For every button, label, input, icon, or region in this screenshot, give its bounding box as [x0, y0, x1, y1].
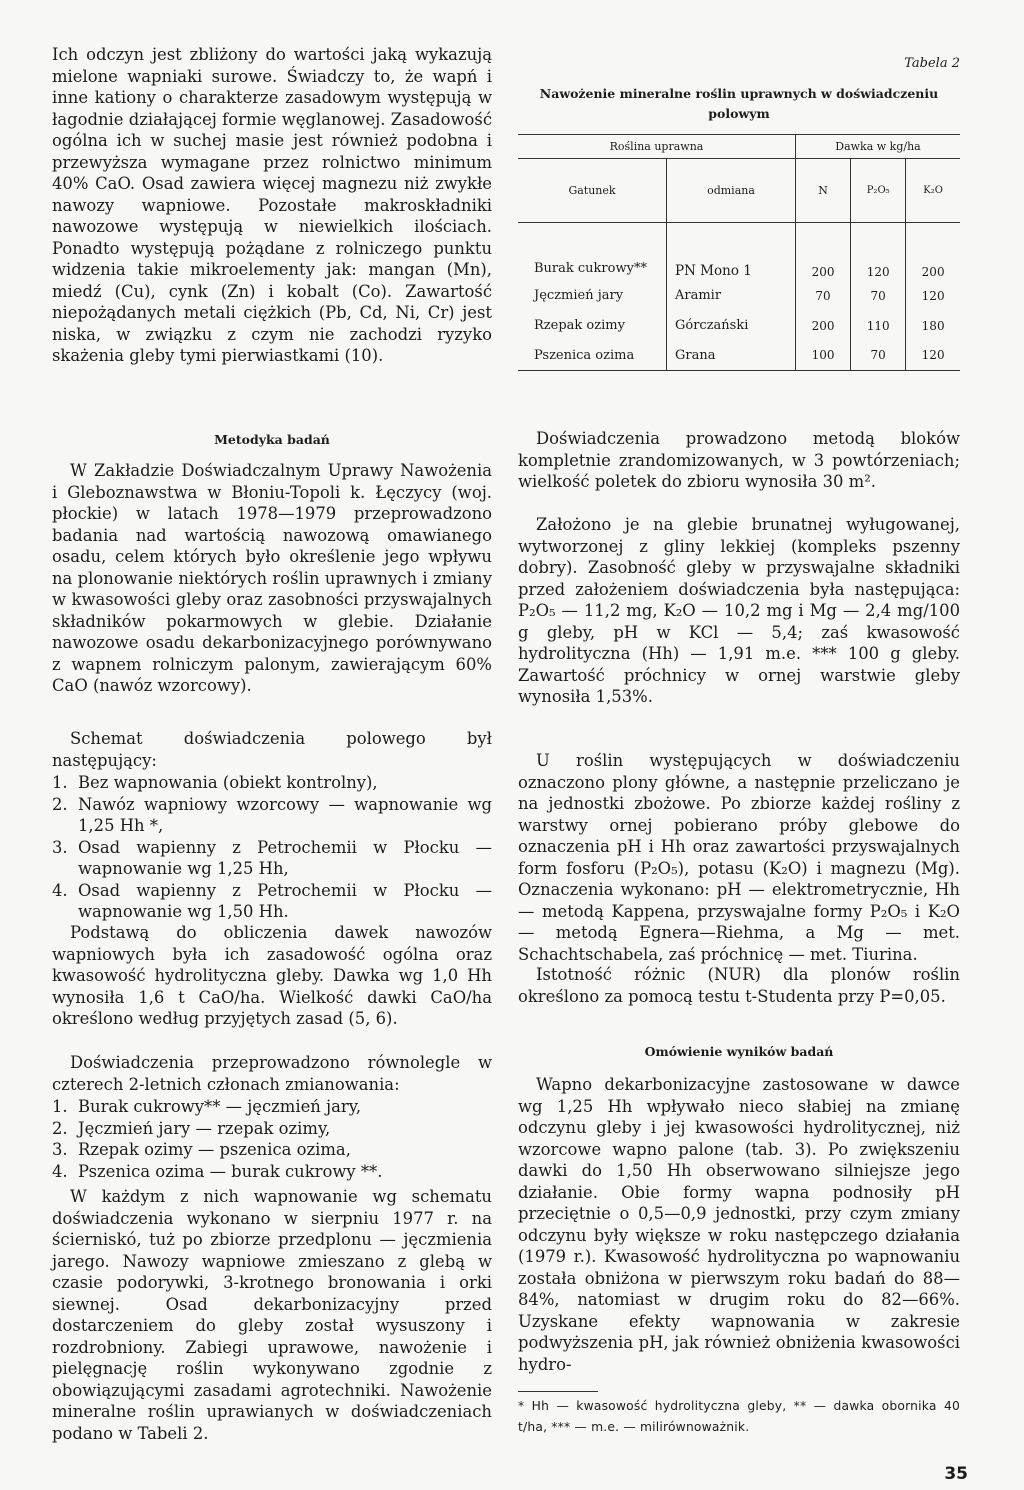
left-column: [52, 0, 492, 1490]
table-row: Jęczmień jary Aramir 70 70 120: [518, 281, 960, 311]
table-row: Pszenica ozima Grana 100 70 120: [518, 341, 960, 371]
paragraph-soil: Założono je na glebie brunatnej wyługowanej, wytworzonej z gliny lekkiej (kompleks pszenny dobry). Zasobność gleby w przyswajalne składniki przed założeniem doświadczenia była następująca: P₂O₅ — 11,2 mg, K₂O — 10,2 mg i Mg — 2,4 mg/100 g gleby, pH w KCl — 5,4; zaś kwasowość hydrolityczna (Hh) — 1,91 m.e. *** 100 g gleby. Zawartość próchnicy w ornej warstwie gleby wynosiła 1,53%.: [518, 515, 960, 706]
paragraph-scheme-intro: Schemat doświadczenia polowego był następujący:: [52, 729, 492, 770]
section-heading-results: Omówienie wyników badań: [644, 1044, 834, 1059]
list-item: 3. Rzepak ozimy — pszenica ozima,: [52, 1140, 351, 1159]
paragraph-parallel: Doświadczenia przeprowadzono równolegle w czterech 2-letnich członach zmianowania:: [52, 1053, 492, 1094]
table-2: [518, 134, 960, 371]
list-item: 2. Nawóz wapniowy wzorcowy — wapnowanie wg 1,25 Hh *,: [52, 794, 492, 835]
table-subheader-row: [518, 159, 960, 223]
col-species: Gatunek: [518, 159, 667, 223]
col-variety: odmiana: [667, 159, 796, 223]
table-header-row: [518, 135, 960, 159]
paragraph-blocks: Doświadczenia prowadzono metodą bloków kompletnie zrandomizowanych, w 3 powtórzeniach; wielkość poletek do zbioru wynosiła 30 m².: [518, 429, 960, 491]
header-plant: Roślina uprawna: [518, 135, 796, 159]
right-column: [518, 0, 960, 1490]
section-heading-methods: Metodyka badań: [214, 432, 330, 447]
footnote: * Hh — kwasowość hydrolityczna gleby, ** — dawka obornika 40 t/ha, *** — m.e. — milirównoważnik.: [518, 1399, 960, 1434]
paragraph-methods: W Zakładzie Doświadczalnym Uprawy Nawożenia i Gleboznawstwa w Błoniu-Topoli k. Łęczycy (woj. płockie) w latach 1978—1979 przeprowadzono badania nad wartością nawozową omawianego osadu, celem których było określenie jego wpływu na plonowanie niektórych roślin uprawnych i zmiany w kwasowości gleby oraz zasobności przyswajalnych składników pokarmowych w glebie. Działanie nawozowe osadu dekarbonizacyjnego porównywano z wapnem rolniczym palonym, zawierającym 60% CaO (nawóz wzorcowy).: [52, 461, 492, 695]
list-item: 4. Pszenica ozima — burak cukrowy **.: [52, 1161, 383, 1181]
list-item: 1. Bez wapnowania (obiekt kontrolny),: [52, 773, 378, 792]
footnote-divider: [518, 1391, 598, 1392]
page-number: 35: [944, 1464, 968, 1484]
table-title: Nawożenie mineralne roślin uprawnych w doświadczeniu polowym: [539, 86, 939, 121]
fertilization-table: [518, 134, 960, 371]
paragraph-intro: Ich odczyn jest zbliżony do wartości jaką wykazują mielone wapniaki surowe. Świadczy to, że wapń i inne kationy o charakterze zasadowym występują w łagodnie działającej formie węglanowej. Zasadowość ogólna ich w suchej masie jest również podobna i przewyższa wymagane przez rolnictwo minimum 40% CaO. Osad zawiera więcej magnezu niż zwykłe nawozy wapniowe. Pozostałe makroskładniki nawozowe występują w niewielkich ilościach. Ponadto występują pożądane z rolniczego punktu widzenia takie mikroelementy jak: mangan (Mn), miedź (Cu), cynk (Zn) i kobalt (Co). Zawartość niepożądanych metali ciężkich (Pb, Cd, Ni, Cr) jest niska, w związku z czym nie zachodzi ryzyko skażenia gleby tymi pierwiastkami (10).: [52, 45, 492, 365]
list-item: 4. Osad wapienny z Petrochemii w Płocku — wapnowanie wg 1,50 Hh.: [52, 880, 492, 921]
list-item: 3. Osad wapienny z Petrochemii w Płocku — wapnowanie wg 1,25 Hh,: [52, 837, 492, 878]
table-label: Tabela 2: [904, 56, 960, 71]
col-k: K₂O: [923, 185, 943, 196]
list-item: 2. Jęczmień jary — rzepak ozimy,: [52, 1118, 331, 1138]
header-dose: Dawka w kg/ha: [835, 140, 921, 153]
paragraph-liming: W każdym z nich wapnowanie wg schematu doświadczenia wykonano w sierpniu 1977 r. na ścierniskó, tuż po zbiorze przedplonu — jęczmienia jarego. Nawozy wapniowe zmieszano z glebą w czasie podorywki, 3-krotnego bronowania i orki siewnej. Osad dekarbonizacyjny przed dostarczeniem do gleby został wysuszony i rozdrobniony. Zabiegi uprawowe, nawożenie i pielęgnację roślin wykonywano zgodnie z obowiązującymi zasadami agrotechniki. Nawożenie mineralne roślin uprawianych w doświadczeniach podano w Tabeli 2.: [52, 1187, 492, 1443]
scheme-list: [52, 772, 492, 923]
paragraph-basis: Podstawą do obliczenia dawek nawozów wapniowych była ich zasadowość ogólna oraz kwasowość hydrolityczna gleby. Dawka wg 1,0 Hh wynosiła 1,6 t CaO/ha. Wielkość dawki CaO/ha określono według przyjętych zasad (5, 6).: [52, 923, 492, 1028]
paragraph-nur: Istotność różnic (NUR) dla plonów roślin określono za pomocą testu t-Studenta przy P=0,05.: [518, 965, 960, 1006]
col-p: P₂O₅: [851, 159, 906, 223]
table-row: Burak cukrowy** PN Mono 1 200 120 200: [518, 223, 960, 281]
list-item: 1. Burak cukrowy** — jęczmień jary,: [52, 1097, 362, 1116]
col-n: N: [796, 159, 851, 223]
paragraph-yields: U roślin występujących w doświadczeniu oznaczono plony główne, a następnie przeliczano je na jednostki zbożowe. Po zbiorze każdej rośliny z warstwy ornej pobierano próby glebowe do oznaczenia pH i Hh oraz zawartości przyswajalnych form fosforu (P₂O₅), potasu (K₂O) i magnezu (Mg). Oznaczenia wykonano: pH — elektrometrycznie, Hh — metodą Kappena, przyswajalne formy P₂O₅ i K₂O — metodą Egnera—Riehma, a Mg — met. Schachtschabela, zaś próchnicę — met. Tiurina.: [518, 751, 960, 964]
table-row: Rzepak ozimy Górczański 200 110 180: [518, 311, 960, 341]
paragraph-results: Wapno dekarbonizacyjne zastosowane w dawce wg 1,25 Hh wpływało nieco słabiej na zmianę odczynu gleby i jej kwasowości hydrolitycznej, niż wzorcowe wapno palone (tab. 3). Po zwiększeniu dawki do 1,50 Hh obserwowano silniejsze jego działanie. Obie formy wapna podnosiły pH przeciętnie o 0,5—0,9 jednostki, przy czym zmiany odczynu były większe w roku następczego działania (1979 r.). Kwasowość hydrolityczna po wapnowaniu została obniżona w pierwszym roku badań do 88—84%, natomiast w drugim roku do 82—66%. Uzyskane efekty wapnowania w zakresie podwyższenia pH, jak również obniżenia kwasowości hydro-: [518, 1075, 960, 1374]
rotation-list: [52, 1096, 492, 1182]
